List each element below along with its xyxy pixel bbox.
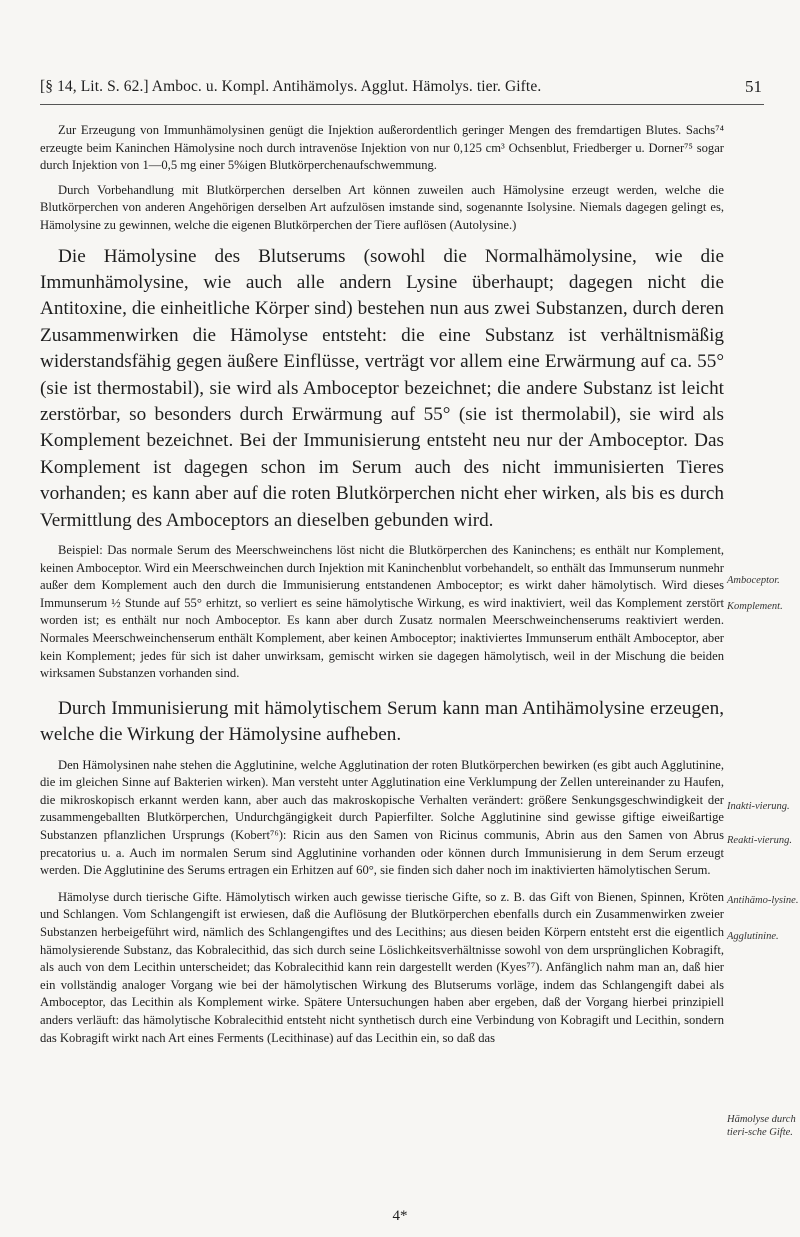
margin-note-antihaemolysine: Antihämo-lysine. xyxy=(727,895,799,906)
margin-note-reaktivierung: Reakti-vierung. xyxy=(727,835,793,846)
signature-mark: 4* xyxy=(392,1208,408,1224)
running-head: [§ 14, Lit. S. 62.] Amboc. u. Kompl. Antihämolys. Agglut. Hämolys. tier. Gifte. xyxy=(40,78,542,95)
paragraph-immune-hemolysins: Zur Erzeugung von Immunhämolysinen genügt die Injektion außerordentlich geringer Mengen des fremdartigen Blutes. Sachs⁷⁴ erzeugte beim Kaninchen Hämolysine noch durch intravenöse Injektion von nur 0,125 cm³ Ochsenblut, Friedberger u. Dorner⁷⁵ sogar durch Injektion von 1—0,5 mg einer 5%igen Blutkörperchenaufschwemmung. xyxy=(40,123,724,173)
running-header xyxy=(40,78,764,105)
body-text xyxy=(40,122,724,1047)
paragraph-isolysins: Durch Vorbehandlung mit Blutkörperchen derselben Art können zuweilen auch Hämolysine erzeugt werden, welche die Blutkörperchen von anderen Angehörigen derselben Art aufzulösen imstande sind, sogenannte Isolysine. Niemals dagegen gelingt es, Hämolysine zu gewinnen, welche die eigenen Blutkörperchen der Tiere auflösen (Autolysine.) xyxy=(40,182,724,232)
page-number: 51 xyxy=(745,77,762,96)
paragraph-amboceptor-complement: Die Hämolysine des Blutserums (sowohl die Normalhämolysine, wie die Immunhämolysine, wie auch alle andern Lysine überhaupt; dagegen nicht die Antitoxine, die einheitliche Körper sind) bestehen nun aus zwei Substanzen, durch deren Zusammenwirken die Hämolyse entsteht: die eine Substanz ist verhältnismäßig widerstandsfähig gegen äußere Einflüsse, verträgt vor allem eine Erwärmung auf ca. 55° (sie ist thermostabil), sie wird als Amboceptor bezeichnet; die andere Substanz ist leicht zerstörbar, so besonders durch Erwärmung auf 55° (sie ist thermolabil), sie wird als Komplement bezeichnet. Bei der Immunisierung entsteht neu nur der Amboceptor. Das Komplement ist dagegen schon im Serum auch des nicht immunisierten Tieres vorhanden; es kann aber auf die roten Blutkörperchen nicht eher wirken, als bis es durch Vermittlung des Amboceptors an dieselben gebunden wird. xyxy=(40,245,724,531)
margin-note-agglutinine: Agglutinine. xyxy=(727,931,779,942)
margin-note-inaktivierung: Inakti-vierung. xyxy=(727,801,790,812)
margin-note-haemolyse-gifte: Hämolyse durch tieri-sche Gifte. xyxy=(727,1114,796,1138)
paragraph-agglutinins: Den Hämolysinen nahe stehen die Agglutinine, welche Agglutination der roten Blutkörperchen bewirken (es gibt auch Agglutinine, die im gleichen Sinne auf Bakterien wirken). Man versteht unter Agglutination eine Verklumpung der Zellen untereinander zu Haufen, die mikroskopisch erkannt werden kann, aber auch das makroskopische Verhalten verändert: größere Senkungsgeschwindigkeit der zusammengeballten Blutkörperchen, Undurchgängigkeit durch Papierfilter. Solche Agglutinine sind gewisse giftige eiweißartige Substanzen pflanzlichen Ursprungs (Kobert⁷⁶): Ricin aus den Samen von Ricinus communis, Abrin aus den Samen von Abrus precatorius u. a. Auch im normalen Serum sind Agglutinine vorhanden oder können durch Immunisierung in dem Serum erzeugt werden. Die Agglutinine des Serums ertragen ein Erhitzen auf 60°, sie finden sich daher noch im inaktivierten hämolytischen Serum. xyxy=(40,757,724,878)
paragraph-animal-poisons: Hämolyse durch tierische Gifte. Hämolytisch wirken auch gewisse tierische Gifte, so z. B. das Gift von Bienen, Spinnen, Kröten und Schlangen. Vom Schlangengift ist erwiesen, daß die Auflösung der Blutkörperchen ebenfalls durch ein Zusammenwirken zweier Substanzen herbeigeführt wird, nämlich des Schlangengiftes und des Lecithins; aus diesen beiden Körpern entsteht erst die eigentlich hämolysierende Substanz, das Kobralecithid, das sich durch seine Löslichkeitsverhältnisse sowohl von dem ursprünglichen Kobragift, als auch von dem Lecithin unterscheidet; das Kobralecithid kann rein dargestellt werden (Kyes⁷⁷). Anfänglich nahm man an, daß hier ein vollständig analoger Vorgang wie bei der hämolytischen Wirkung des Blutserums vorläge, indem das Schlangengift dabei als Amboceptor, das Lecithin als Komplement wirke. Spätere Untersuchungen haben aber ergeben, daß der Vorgang hierbei prinzipiell anders verläuft: das hämolytische Kobralecithid entsteht nicht synthetisch durch eine Verbindung von Kobragift und Lecithin, sondern das Kobragift wirkt nach Art eines Ferments (Lecithinase) auf das Lecithin ein, so daß das xyxy=(40,889,724,1045)
paragraph-antihemolysins: Durch Immunisierung mit hämolytischem Serum kann man Antihämolysine erzeugen, welche die Wirkung der Hämolysine aufheben. xyxy=(40,697,724,746)
paragraph-example: Beispiel: Das normale Serum des Meerschweinchens löst nicht die Blutkörperchen des Kaninchens; es enthält nur Komplement, keinen Amboceptor. Wird ein Meerschweinchen durch Injektion mit Kaninchenblut vorbehandelt, so enthält das Immunserum nunmehr außer dem Komplement auch den durch die Immunisierung entstandenen Amboceptor; es wirkt daher hämolytisch. Wird dieses Immunserum ½ Stunde auf 55° erhitzt, so verliert es seine hämolytische Wirkung, es wird inaktiviert, weil das Komplement zerstört worden ist; es enthält nur noch Amboceptor. Es kann aber durch Zusatz normalen Meerschweinchenserums reaktiviert werden. Normales Meerschweinchenserum enthält Komplement, aber keinen Amboceptor; inaktiviertes Immunserum enthält Amboceptor, aber kein Komplement; jedes für sich ist daher unwirksam, gemischt wirken sie dagegen hämolytisch, weil in der Mischung die beiden wirksamen Substanzen vorhanden sind. xyxy=(40,543,724,681)
margin-note-komplement: Komplement. xyxy=(727,601,783,612)
margin-note-amboceptor: Amboceptor. xyxy=(727,575,780,586)
